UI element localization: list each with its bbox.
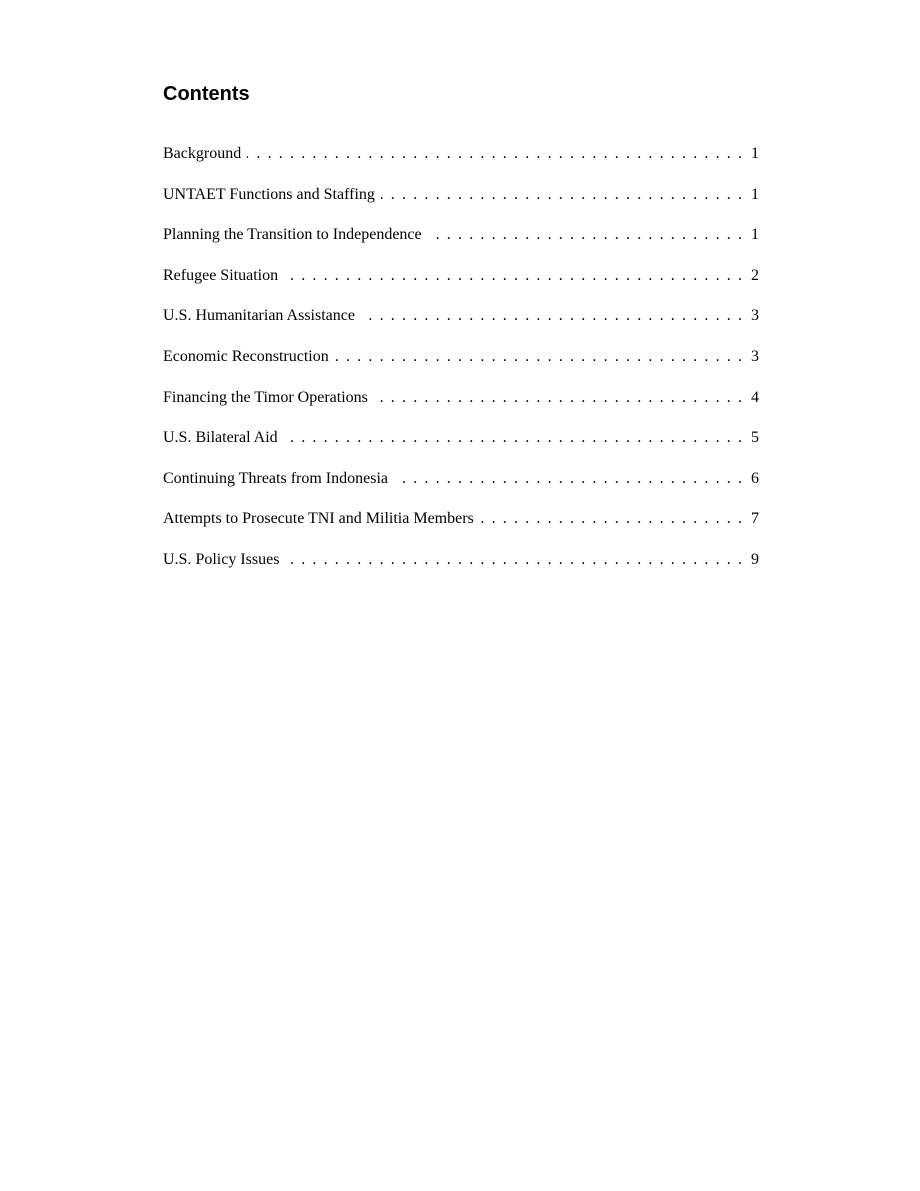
toc-entry-title: U.S. Bilateral Aid	[163, 429, 278, 447]
toc-entry-title: U.S. Humanitarian Assistance	[163, 307, 355, 325]
toc-entry-title: Economic Reconstruction	[163, 347, 329, 365]
toc-entry-title: UNTAET Functions and Staffing	[163, 185, 375, 203]
dot-leader	[480, 508, 742, 530]
dot-leader	[247, 143, 742, 165]
toc-entry[interactable]	[163, 265, 759, 306]
toc-entry[interactable]	[163, 143, 759, 184]
dot-leader	[335, 346, 742, 368]
toc-entry-title: Planning the Transition to Independence	[163, 226, 422, 244]
toc-entry-page: 2	[751, 266, 759, 284]
toc-entry-page: 1	[751, 226, 759, 244]
dot-leader	[381, 184, 742, 206]
toc-entry-page: 4	[751, 388, 759, 406]
toc-entry-page: 1	[751, 185, 759, 203]
toc-entry-title: Refugee Situation	[163, 266, 279, 284]
dot-leader	[394, 468, 742, 490]
toc-entry[interactable]	[163, 427, 759, 468]
toc-entry-page: 3	[751, 307, 759, 325]
toc-entry[interactable]	[163, 387, 759, 428]
dot-leader	[428, 224, 742, 246]
toc-entry-page: 5	[751, 429, 759, 447]
dot-leader	[361, 305, 742, 327]
contents-heading: Contents	[163, 83, 250, 105]
toc-entry-page: 3	[751, 347, 759, 365]
toc-entry-page: 9	[751, 550, 759, 568]
toc-entry-page: 1	[751, 145, 759, 162]
toc-entry-title: Attempts to Prosecute TNI and Militia Members	[163, 510, 474, 528]
toc-entry-title: Financing the Timor Operations	[163, 388, 368, 406]
toc-entry-page: 6	[751, 469, 759, 487]
toc-entry[interactable]	[163, 508, 759, 549]
toc-entry[interactable]	[163, 184, 759, 225]
toc-entry[interactable]	[163, 224, 759, 265]
toc-entry-title: U.S. Policy Issues	[163, 550, 280, 568]
toc-entry[interactable]	[163, 346, 759, 387]
dot-leader	[284, 265, 742, 287]
toc-entry[interactable]	[163, 305, 759, 346]
dot-leader	[374, 387, 742, 409]
dot-leader	[285, 549, 742, 571]
dot-leader	[284, 427, 742, 449]
toc-entry-title: Continuing Threats from Indonesia	[163, 469, 388, 487]
toc-entry[interactable]	[163, 468, 759, 509]
toc-entry-page: 7	[751, 510, 759, 528]
table-of-contents	[163, 143, 759, 590]
toc-entry[interactable]	[163, 549, 759, 590]
toc-entry-title: Background	[163, 145, 242, 162]
document-page	[163, 80, 759, 590]
